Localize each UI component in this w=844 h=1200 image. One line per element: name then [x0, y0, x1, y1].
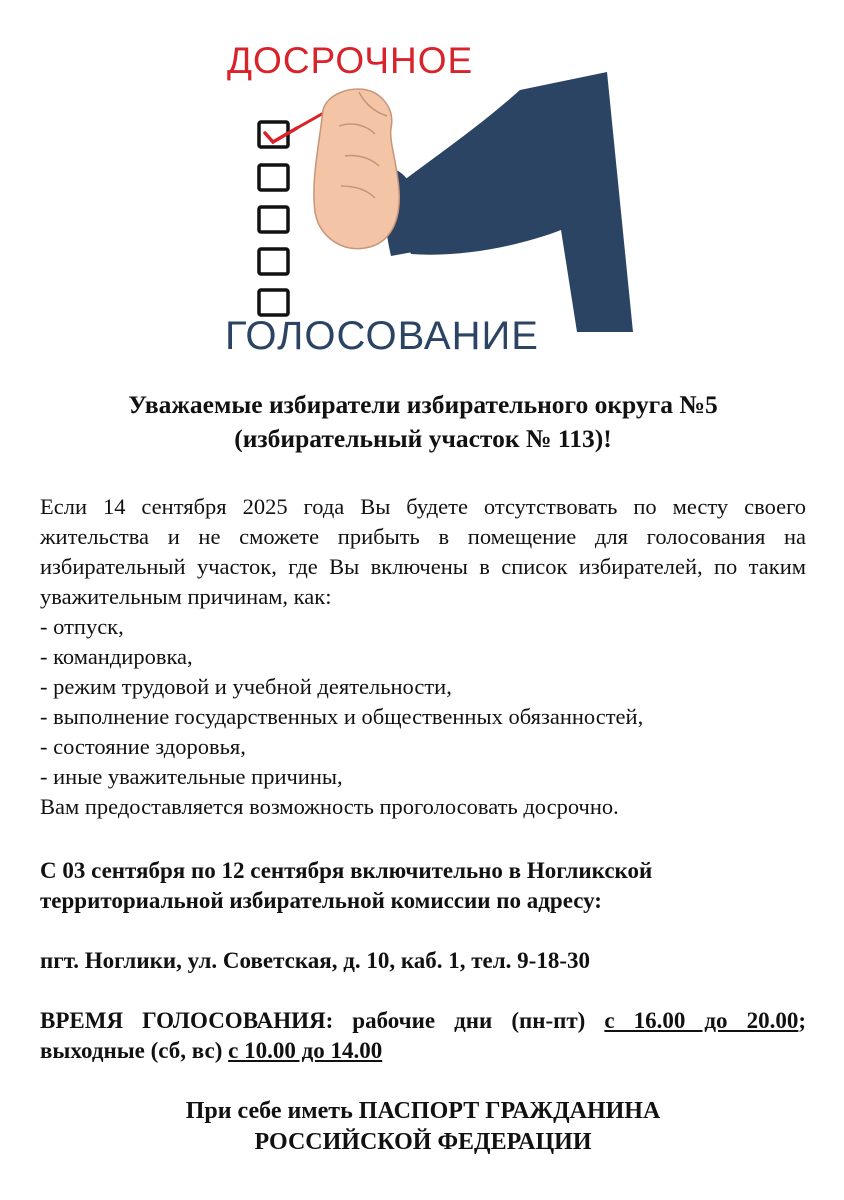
- passport-notice: [40, 1096, 806, 1158]
- reasons-list: [40, 612, 806, 792]
- reason-item: - состояние здоровья,: [40, 734, 246, 759]
- sleeve-shape: [391, 72, 633, 332]
- weekend-hours: с 10.00 до 14.00: [228, 1038, 383, 1063]
- heading-line-2: (избирательный участок № 113)!: [234, 424, 612, 453]
- early-voting-logo: [215, 30, 645, 365]
- voting-time-label: ВРЕМЯ ГОЛОСОВАНИЯ:: [40, 1008, 334, 1033]
- logo-top-word: ДОСРОЧНОЕ: [227, 40, 474, 81]
- weekdays-label: рабочие дни (пн-пт): [333, 1008, 605, 1033]
- checkbox-empty-icon: [259, 249, 288, 274]
- intro-paragraph: Если 14 сентября 2025 года Вы будете отсутствовать по месту своего жительства и не сможете прибыть в помещение для голосования на избирательный участок, где Вы включены в список избирателей, по таким уважительным причинам, как:: [40, 494, 806, 609]
- footer-line-2: РОССИЙСКОЙ ФЕДЕРАЦИИ: [254, 1129, 592, 1155]
- notice-content: [40, 388, 806, 1158]
- reason-item: - режим трудовой и учебной деятельности,: [40, 674, 452, 699]
- checkbox-empty-icon: [259, 165, 288, 190]
- notice-body: [40, 492, 806, 822]
- notice-heading: [40, 388, 806, 456]
- footer-line-1: При себе иметь ПАСПОРТ ГРАЖДАНИНА: [185, 1098, 661, 1124]
- reason-item: - иные уважительные причины,: [40, 764, 343, 789]
- address-line: пгт. Ноглики, ул. Советская, д. 10, каб. 1, тел. 9-18-30: [40, 948, 590, 973]
- logo-bottom-word: ГОЛОСОВАНИЕ: [225, 314, 539, 358]
- check-mark-icon: [265, 128, 297, 142]
- voting-time: [40, 1006, 806, 1066]
- reason-item: - отпуск,: [40, 614, 124, 639]
- reason-item: - выполнение государственных и общественных обязанностей,: [40, 704, 644, 729]
- weekdays-hours: с 16.00 до 20.00: [604, 1008, 799, 1033]
- checkbox-empty-icon: [259, 207, 288, 232]
- period-paragraph: С 03 сентября по 12 сентября включительно в Ногликской территориальной избирательной комиссии по адресу:: [40, 858, 653, 913]
- weekend-label: ; выходные (сб, вс): [40, 1008, 807, 1063]
- heading-line-1: Уважаемые избиратели избирательного округа №5: [128, 390, 718, 419]
- closing-line: Вам предоставляется возможность проголосовать досрочно.: [40, 794, 619, 819]
- checkbox-empty-icon: [259, 290, 288, 315]
- reason-item: - командировка,: [40, 644, 193, 669]
- hand-icon: [314, 89, 399, 249]
